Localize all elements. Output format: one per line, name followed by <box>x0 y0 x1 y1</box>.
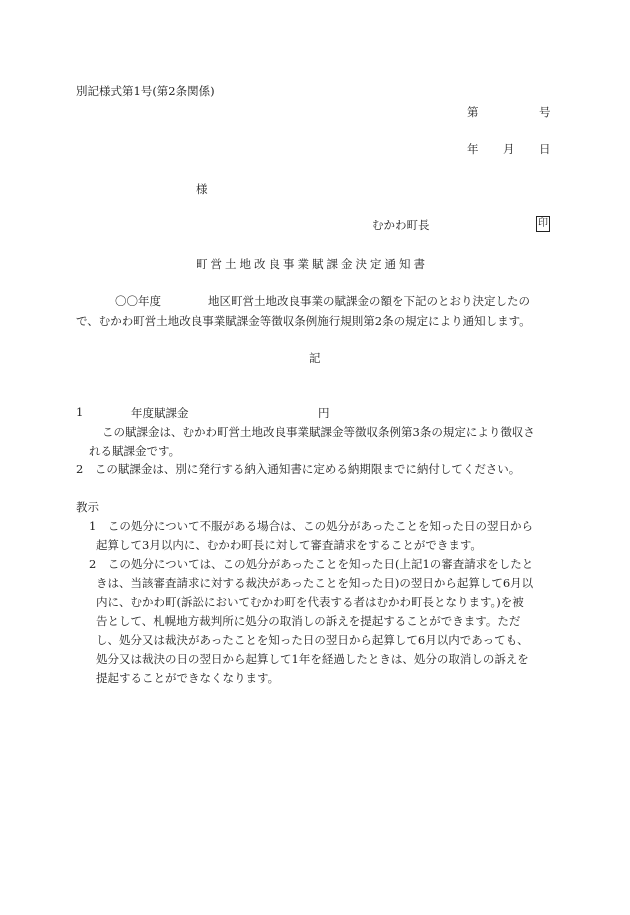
notice-p2-line4: 告として、札幌地方裁判所に処分の取消しの訴えを提起することができます。ただ <box>96 614 521 628</box>
addressee-suffix: 様 <box>196 182 208 196</box>
intro-line2: で、むかわ町営土地改良事業賦課金等徴収条例施行規則第2条の規定により通知します。 <box>76 314 531 328</box>
seal-mark <box>536 216 550 232</box>
date-day: 日 <box>539 142 551 156</box>
notice-p1-line1: 1 この処分について不服がある場合は、この処分があったことを知った日の翌日から <box>89 519 533 533</box>
doc-number-prefix: 第 <box>467 105 479 119</box>
intro-line1-rest: 地区町営土地改良事業の賦課金の額を下記のとおり決定したの <box>208 294 530 308</box>
notice-p2-line5: し、処分又は裁決があったことを知った日の翌日から起算して6月以内であっても、 <box>96 633 529 647</box>
notice-p2-line3: 内に、むかわ町(訴訟においてむかわ町を代表する者はむかわ町長となります。)を被 <box>96 595 524 609</box>
notice-p1-line2: 起算して3月以内に、むかわ町長に対して審査請求をすることができます。 <box>96 538 482 552</box>
ki-heading: 記 <box>309 351 321 365</box>
intro-fiscal-year: 〇〇年度 <box>115 294 161 308</box>
date-month: 月 <box>503 142 515 156</box>
item1-unit: 円 <box>318 406 330 420</box>
issuer-name: むかわ町長 <box>372 218 430 232</box>
date-year: 年 <box>467 142 479 156</box>
seal-text: 印 <box>538 218 548 229</box>
item1-number: 1 <box>76 405 84 419</box>
item1-label: 年度賦課金 <box>131 406 189 420</box>
notice-heading: 教示 <box>76 500 99 514</box>
item1-note-line1: この賦課金は、むかわ町営土地改良事業賦課金等徴収条例第3条の規定により徴収さ <box>102 425 535 439</box>
document-title: 町営土地改良事業賦課金決定通知書 <box>196 257 428 271</box>
doc-number-suffix: 号 <box>539 105 551 119</box>
item1-note-line2: れる賦課金です。 <box>89 444 181 458</box>
notice-p2-line1: 2 この処分については、この処分があったことを知った日(上記1の審査請求をしたと <box>89 557 534 571</box>
notice-p2-line2: きは、当該審査請求に対する裁決があったことを知った日)の翌日から起算して6月以 <box>96 576 534 590</box>
form-number: 別記様式第1号(第2条関係) <box>76 84 215 98</box>
notice-p2-line6: 処分又は裁決の日の翌日から起算して1年を経過したときは、処分の取消しの訴えを <box>96 652 529 666</box>
notice-p2-line7: 提起することができなくなります。 <box>96 671 280 685</box>
item2-line: 2 この賦課金は、別に発行する納入通知書に定める納期限までに納付してください。 <box>76 462 521 476</box>
